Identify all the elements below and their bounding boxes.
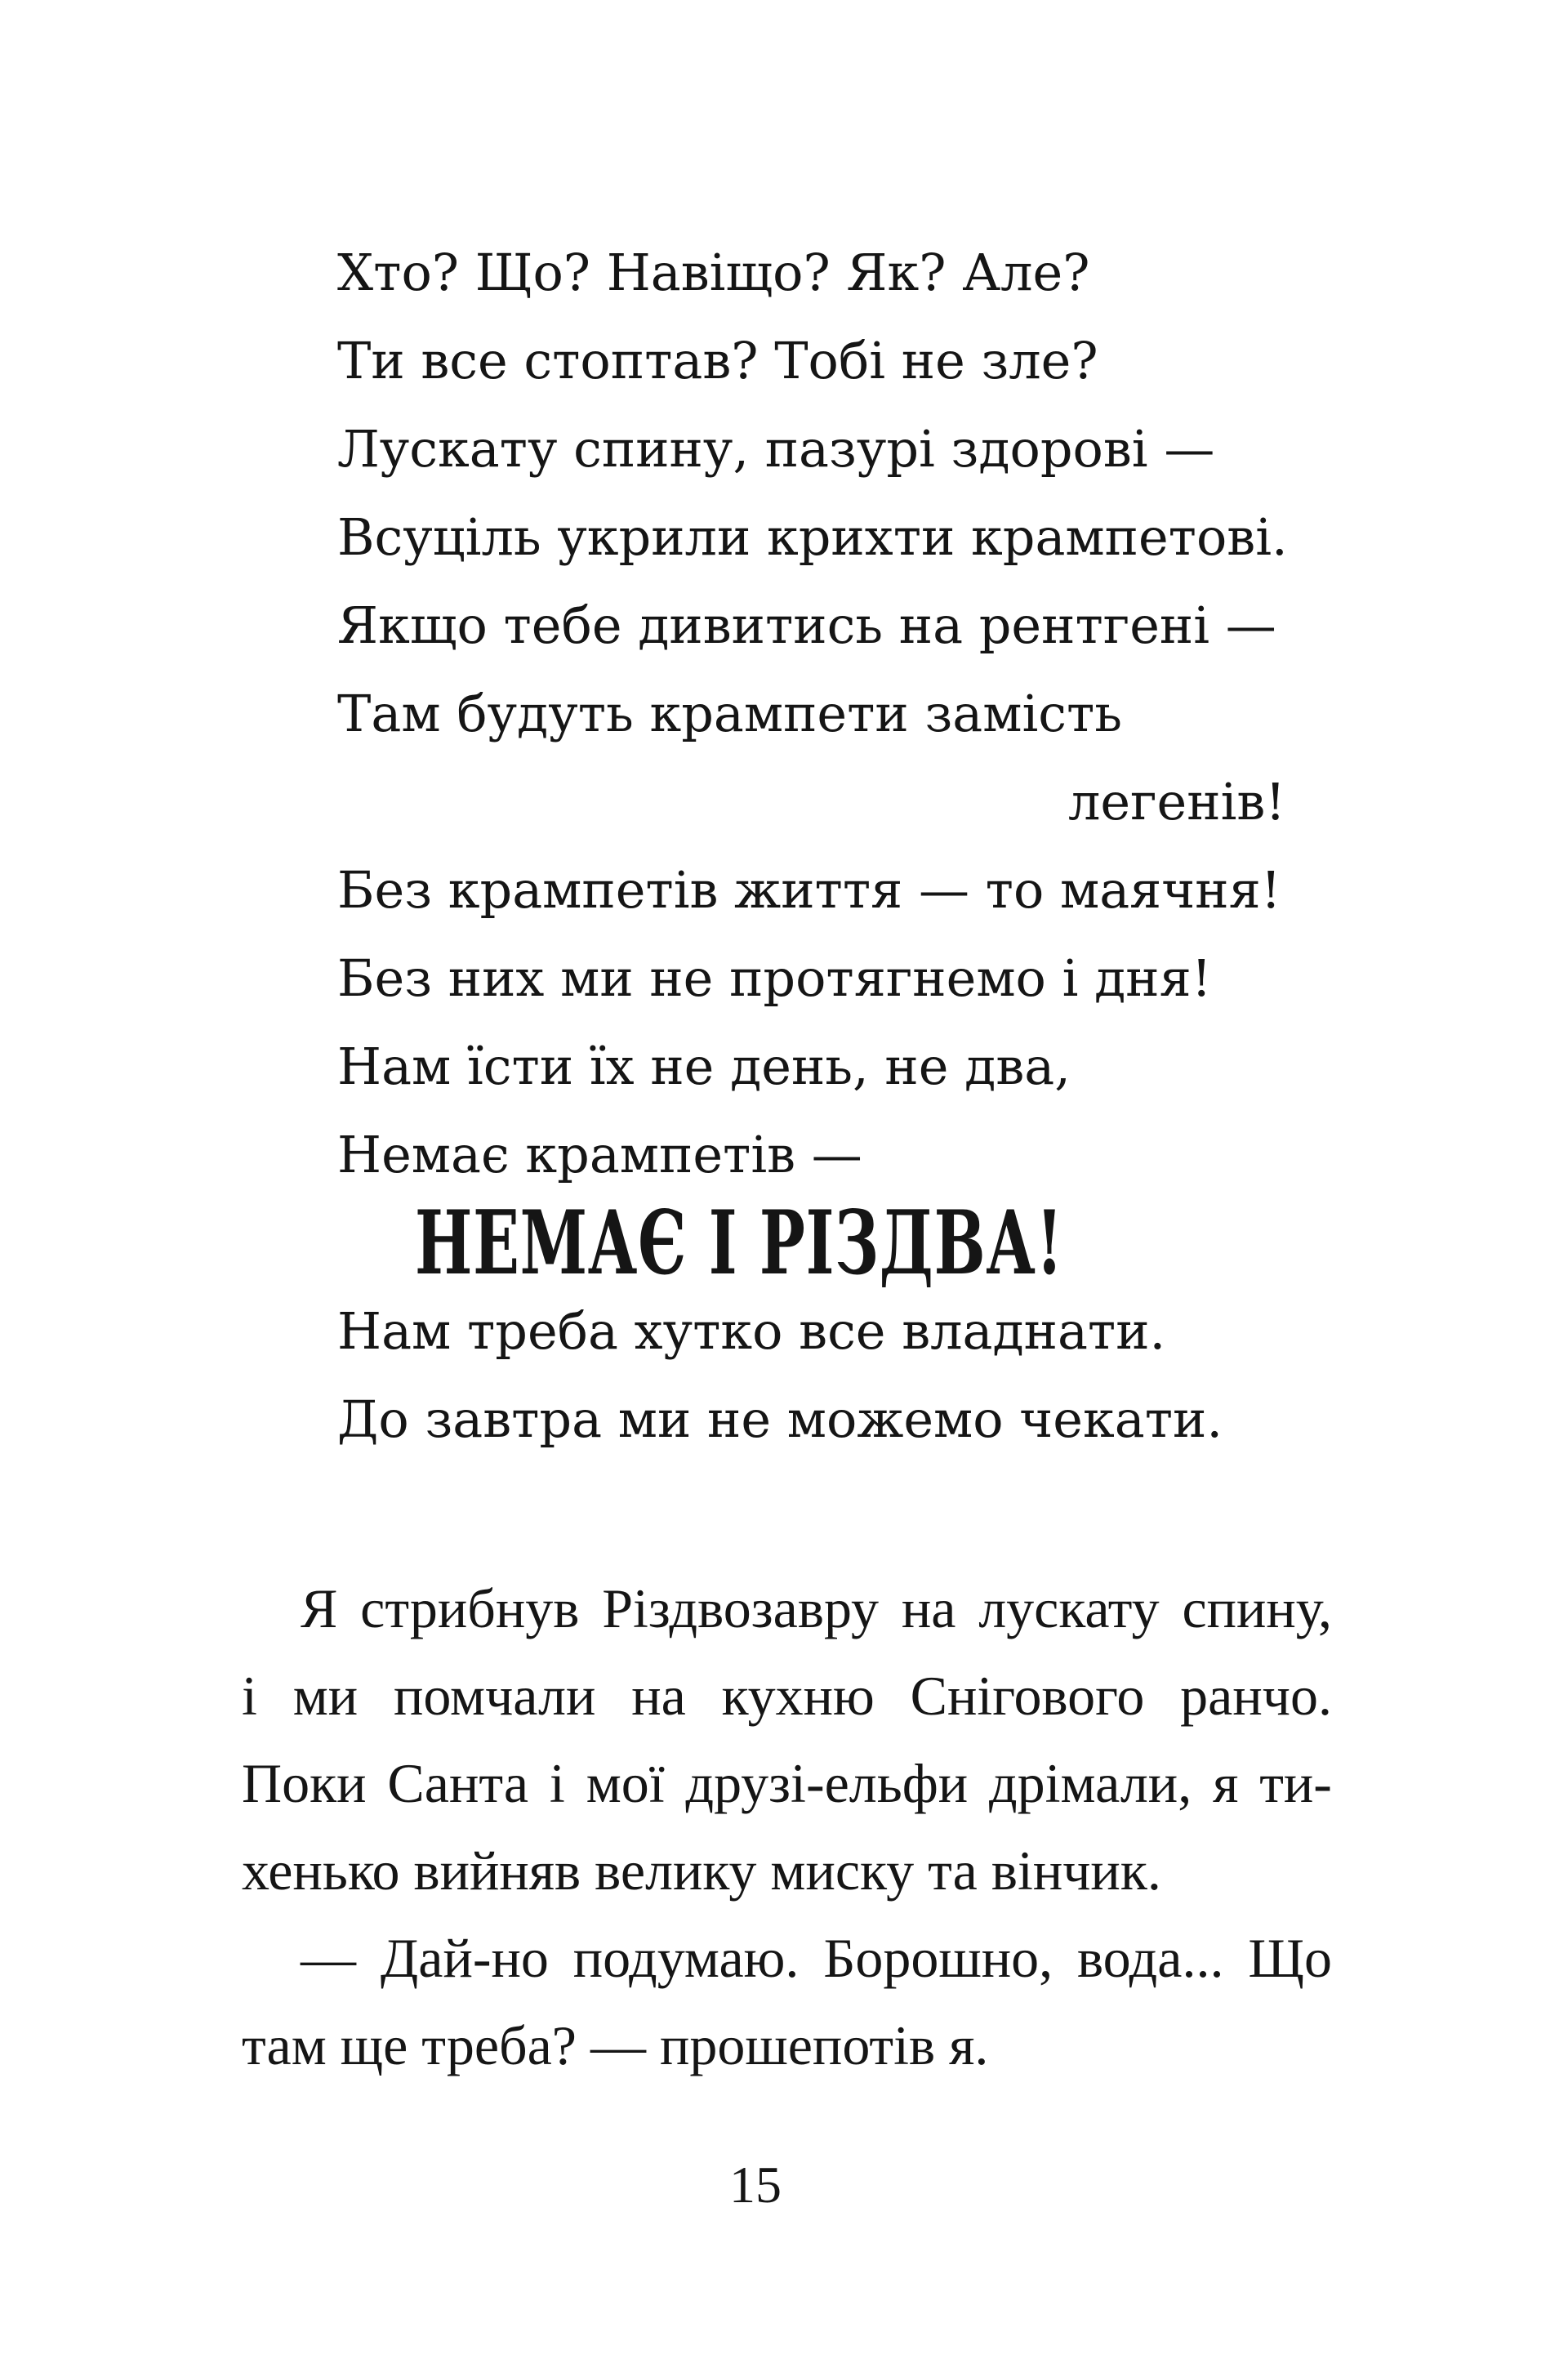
- prose-line: — Дай-но подумаю. Борошно, вода... Що: [301, 1927, 1332, 1989]
- poem-line: До завтра ми не можемо чекати.: [337, 1389, 1223, 1449]
- poem-line: Нам треба хутко все владнати.: [337, 1301, 1166, 1361]
- poem-block: [337, 229, 1350, 1464]
- poem-line: Там будуть крампети замість: [337, 684, 1123, 743]
- poem-line: Без них ми не протягнемо і дня!: [337, 948, 1212, 1008]
- poem-line: Нам їсти їх не день, не два,: [337, 1037, 1071, 1096]
- prose-block: [242, 1565, 1332, 2089]
- prose-line: там ще треба? — прошепотів я.: [242, 2014, 989, 2076]
- prose-line: хенько вийняв велику миску та вінчик.: [242, 1840, 1161, 1902]
- poem-line: Ти все стоптав? Тобі не зле?: [337, 331, 1098, 390]
- prose-line: і ми помчали на кухню Снігового ранчо.: [242, 1665, 1332, 1727]
- poem-line-emphasis: [415, 1192, 1350, 1295]
- prose-paragraph: [242, 1565, 1332, 1915]
- prose-paragraph: [242, 1915, 1332, 2089]
- poem-emphasis-text: НЕМАЄ І РІЗДВА!: [415, 1192, 1064, 1295]
- page-number: 15: [729, 2156, 782, 2214]
- poem-line-continuation: легенів!: [1068, 772, 1286, 832]
- poem-line: Хто? Що? Навіщо? Як? Але?: [337, 243, 1090, 302]
- prose-line: Поки Санта і мої друзі-ельфи дрімали, я ти-: [242, 1752, 1332, 1814]
- poem-line: Якщо тебе дивитись на рентгені —: [337, 595, 1276, 655]
- prose-line: Я стрибнув Різдвозавру на лускату спину,: [301, 1577, 1332, 1639]
- poem-line: Немає крампетів —: [337, 1125, 862, 1184]
- poem-line: Без крампетів життя — то маячня!: [337, 860, 1281, 920]
- poem-line: Лускату спину, пазурі здорові —: [337, 419, 1215, 479]
- poem-line: Всуціль укрили крихти крампетові.: [337, 507, 1288, 567]
